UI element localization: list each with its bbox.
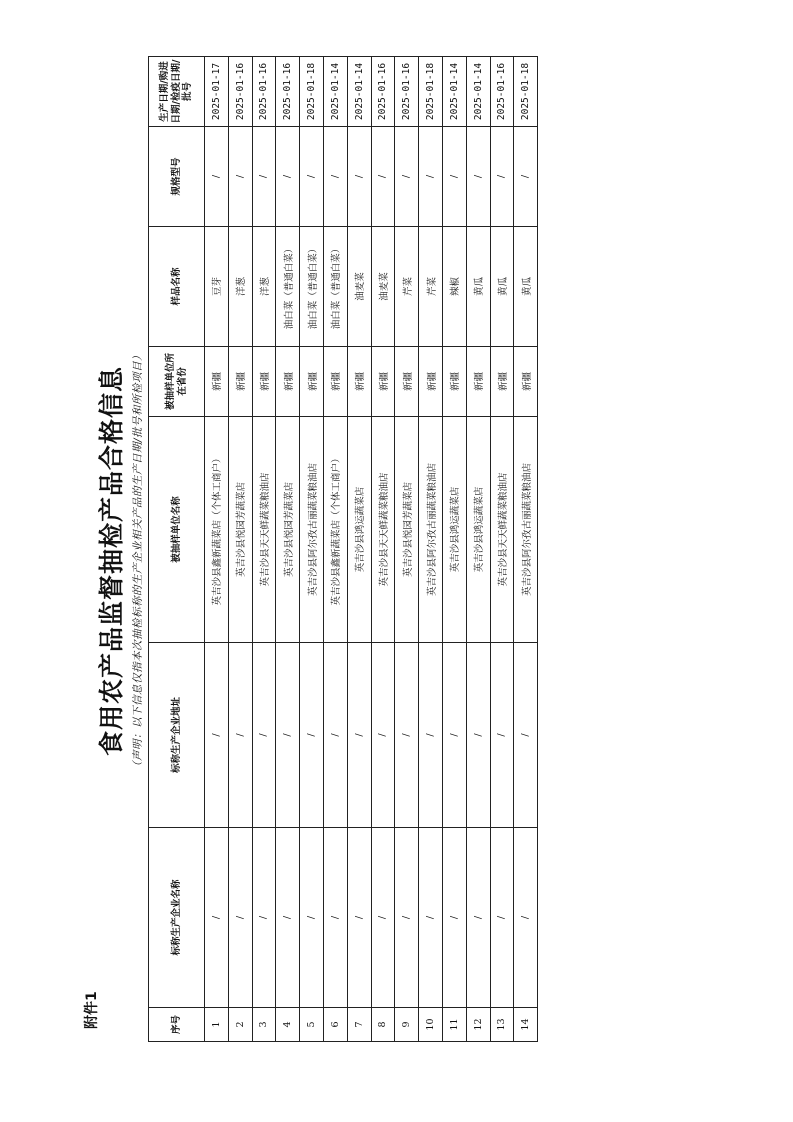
cell-spec: / xyxy=(228,127,252,227)
cell-spec: / xyxy=(252,127,276,227)
table-row xyxy=(205,57,229,1042)
cell-spec: / xyxy=(205,127,229,227)
cell-sampled-unit: 英吉沙县天天鲜蔬菜粮油店 xyxy=(371,417,395,643)
cell-spec: / xyxy=(466,127,490,227)
cell-sampled-unit: 英吉沙县鑫新蔬菜店（个体工商户） xyxy=(323,417,347,643)
cell-spec: / xyxy=(442,127,466,227)
table-header-row xyxy=(149,57,205,1042)
header-cell-sample: 样品名称 xyxy=(149,227,205,347)
cell-date: 2025-01-16 xyxy=(395,57,419,127)
cell-no: 8 xyxy=(371,1008,395,1042)
table-row xyxy=(323,57,347,1042)
cell-date: 2025-01-14 xyxy=(347,57,371,127)
cell-sampled-unit: 英吉沙县天天鲜蔬菜粮油店 xyxy=(490,417,514,643)
table-row xyxy=(514,57,538,1042)
cell-sample: 洋葱 xyxy=(228,227,252,347)
cell-province: 新疆 xyxy=(228,347,252,417)
cell-spec: / xyxy=(395,127,419,227)
cell-no: 11 xyxy=(442,1008,466,1042)
cell-producer: / xyxy=(252,828,276,1008)
document-title: 食用农产品监督抽检产品合格信息 xyxy=(97,366,126,757)
cell-address: / xyxy=(466,643,490,828)
cell-producer: / xyxy=(228,828,252,1008)
cell-no: 13 xyxy=(490,1008,514,1042)
cell-date: 2025-01-14 xyxy=(466,57,490,127)
table-row xyxy=(395,57,419,1042)
cell-date: 2025-01-16 xyxy=(276,57,300,127)
cell-province: 新疆 xyxy=(466,347,490,417)
table-row xyxy=(347,57,371,1042)
cell-no: 4 xyxy=(276,1008,300,1042)
cell-province: 新疆 xyxy=(300,347,324,417)
cell-no: 3 xyxy=(252,1008,276,1042)
cell-date: 2025-01-16 xyxy=(252,57,276,127)
cell-sampled-unit: 英吉沙县鸿运蔬菜店 xyxy=(466,417,490,643)
cell-sample: 油白菜（普通白菜） xyxy=(276,227,300,347)
cell-province: 新疆 xyxy=(347,347,371,417)
cell-no: 10 xyxy=(419,1008,443,1042)
cell-spec: / xyxy=(371,127,395,227)
cell-spec: / xyxy=(514,127,538,227)
cell-sample: 油白菜（普通白菜） xyxy=(323,227,347,347)
cell-date: 2025-01-14 xyxy=(323,57,347,127)
cell-no: 14 xyxy=(514,1008,538,1042)
cell-producer: / xyxy=(323,828,347,1008)
table-row xyxy=(252,57,276,1042)
cell-sampled-unit: 英吉沙县阿尔孜古丽蔬菜粮油店 xyxy=(514,417,538,643)
table-row xyxy=(371,57,395,1042)
cell-date: 2025-01-18 xyxy=(419,57,443,127)
cell-spec: / xyxy=(490,127,514,227)
cell-sample: 油白菜（普通白菜） xyxy=(300,227,324,347)
cell-sampled-unit: 英吉沙县悦园芳蔬菜店 xyxy=(395,417,419,643)
cell-address: / xyxy=(347,643,371,828)
cell-address: / xyxy=(228,643,252,828)
cell-address: / xyxy=(323,643,347,828)
table-row xyxy=(276,57,300,1042)
cell-sampled-unit: 英吉沙县悦园芳蔬菜店 xyxy=(228,417,252,643)
cell-sampled-unit: 英吉沙县鸿运蔬菜店 xyxy=(347,417,371,643)
cell-province: 新疆 xyxy=(371,347,395,417)
cell-no: 7 xyxy=(347,1008,371,1042)
table-row xyxy=(419,57,443,1042)
cell-producer: / xyxy=(371,828,395,1008)
cell-no: 2 xyxy=(228,1008,252,1042)
cell-producer: / xyxy=(514,828,538,1008)
header-cell-producer: 标称生产企业名称 xyxy=(149,828,205,1008)
cell-producer: / xyxy=(442,828,466,1008)
cell-sample: 黄瓜 xyxy=(490,227,514,347)
cell-sampled-unit: 英吉沙县阿尔孜古丽蔬菜粮油店 xyxy=(300,417,324,643)
cell-no: 12 xyxy=(466,1008,490,1042)
cell-sampled-unit: 英吉沙县鑫新蔬菜店（个体工商户） xyxy=(205,417,229,643)
cell-spec: / xyxy=(347,127,371,227)
cell-producer: / xyxy=(276,828,300,1008)
cell-producer: / xyxy=(347,828,371,1008)
cell-address: / xyxy=(276,643,300,828)
cell-spec: / xyxy=(300,127,324,227)
cell-sample: 油麦菜 xyxy=(347,227,371,347)
cell-address: / xyxy=(395,643,419,828)
cell-address: / xyxy=(300,643,324,828)
table-row xyxy=(490,57,514,1042)
cell-province: 新疆 xyxy=(395,347,419,417)
cell-sample: 辣椒 xyxy=(442,227,466,347)
declaration-note: （声明：以下信息仅指本次抽检标称的生产企业相关产品的生产日期/批号和所检项目） xyxy=(132,349,144,773)
cell-sample: 油麦菜 xyxy=(371,227,395,347)
cell-spec: / xyxy=(419,127,443,227)
cell-producer: / xyxy=(300,828,324,1008)
cell-sampled-unit: 英吉沙县悦园芳蔬菜店 xyxy=(276,417,300,643)
cell-address: / xyxy=(252,643,276,828)
header-cell-spec: 规格型号 xyxy=(149,127,205,227)
cell-sample: 豆芽 xyxy=(205,227,229,347)
cell-no: 9 xyxy=(395,1008,419,1042)
cell-producer: / xyxy=(419,828,443,1008)
cell-sampled-unit: 英吉沙县鸿运蔬菜店 xyxy=(442,417,466,643)
cell-province: 新疆 xyxy=(419,347,443,417)
cell-address: / xyxy=(419,643,443,828)
cell-province: 新疆 xyxy=(276,347,300,417)
cell-address: / xyxy=(514,643,538,828)
cell-date: 2025-01-18 xyxy=(300,57,324,127)
cell-spec: / xyxy=(276,127,300,227)
table-row xyxy=(466,57,490,1042)
cell-sampled-unit: 英吉沙县天天鲜蔬菜粮油店 xyxy=(252,417,276,643)
table-body xyxy=(205,57,538,1042)
cell-sample: 黄瓜 xyxy=(514,227,538,347)
header-cell-sampled-unit: 被抽样单位名称 xyxy=(149,417,205,643)
cell-sampled-unit: 英吉沙县阿尔孜古丽蔬菜粮油店 xyxy=(419,417,443,643)
cell-producer: / xyxy=(205,828,229,1008)
cell-province: 新疆 xyxy=(323,347,347,417)
cell-no: 6 xyxy=(323,1008,347,1042)
cell-date: 2025-01-16 xyxy=(490,57,514,127)
annex-label: 附件1 xyxy=(84,991,100,1029)
header-cell-address: 标称生产企业地址 xyxy=(149,643,205,828)
cell-address: / xyxy=(205,643,229,828)
cell-no: 1 xyxy=(205,1008,229,1042)
cell-date: 2025-01-16 xyxy=(228,57,252,127)
cell-no: 5 xyxy=(300,1008,324,1042)
cell-address: / xyxy=(442,643,466,828)
cell-producer: / xyxy=(490,828,514,1008)
header-cell-date: 生产日期/购进日期/检疫日期/批号 xyxy=(149,57,205,127)
table-row xyxy=(228,57,252,1042)
header-cell-no: 序号 xyxy=(149,1008,205,1042)
header-cell-province: 被抽样单位所在省份 xyxy=(149,347,205,417)
cell-producer: / xyxy=(395,828,419,1008)
cell-sample: 黄瓜 xyxy=(466,227,490,347)
results-table xyxy=(148,56,538,1042)
cell-province: 新疆 xyxy=(514,347,538,417)
cell-address: / xyxy=(371,643,395,828)
cell-date: 2025-01-14 xyxy=(442,57,466,127)
cell-province: 新疆 xyxy=(252,347,276,417)
cell-sample: 芹菜 xyxy=(395,227,419,347)
cell-date: 2025-01-18 xyxy=(514,57,538,127)
cell-province: 新疆 xyxy=(490,347,514,417)
cell-date: 2025-01-17 xyxy=(205,57,229,127)
table-row xyxy=(442,57,466,1042)
cell-sample: 芹菜 xyxy=(419,227,443,347)
table-row xyxy=(300,57,324,1042)
cell-spec: / xyxy=(323,127,347,227)
cell-province: 新疆 xyxy=(205,347,229,417)
cell-sample: 洋葱 xyxy=(252,227,276,347)
cell-address: / xyxy=(490,643,514,828)
cell-province: 新疆 xyxy=(442,347,466,417)
cell-producer: / xyxy=(466,828,490,1008)
cell-date: 2025-01-16 xyxy=(371,57,395,127)
